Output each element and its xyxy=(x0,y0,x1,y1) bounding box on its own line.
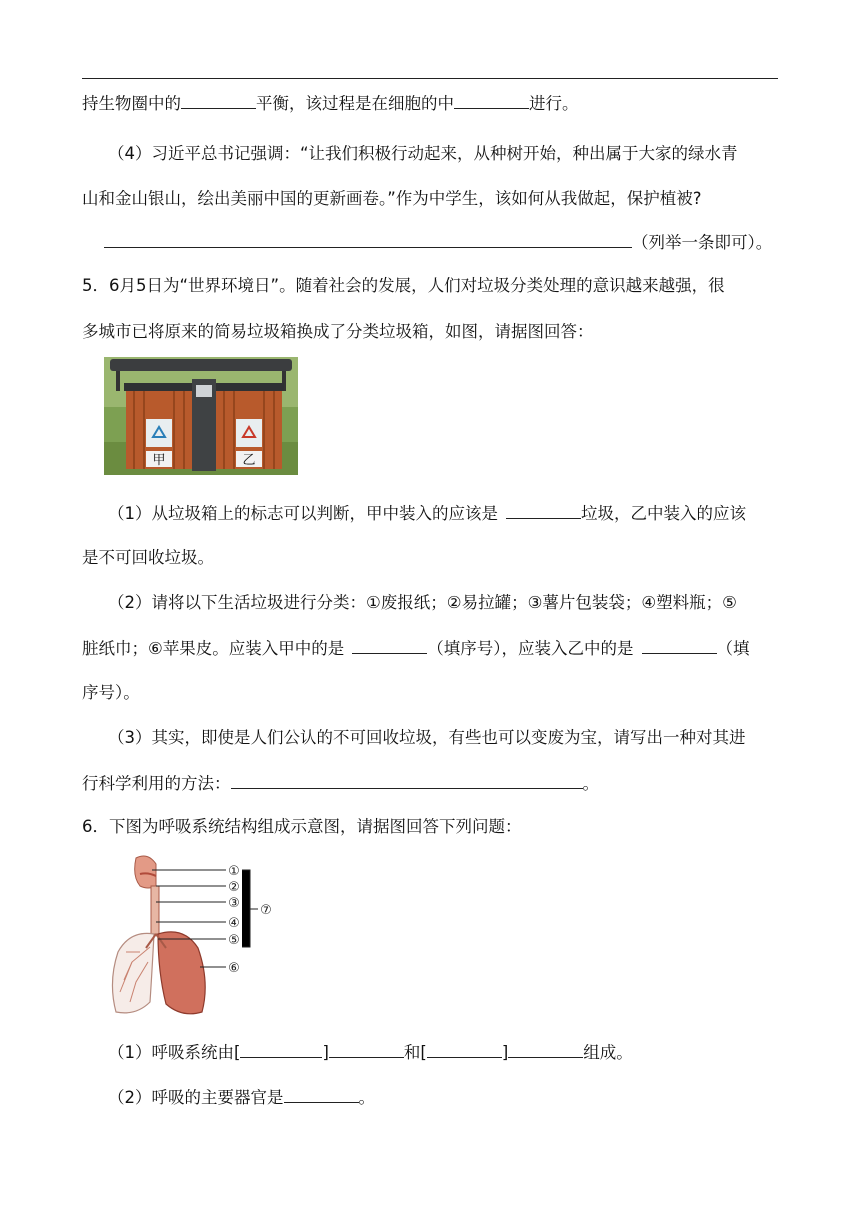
question-5-2: （2）请将以下生活垃圾进行分类：①废报纸；②易拉罐；③薯片包装袋；④塑料瓶；⑤ xyxy=(108,593,737,612)
text-line xyxy=(82,92,579,115)
text: （1）呼吸系统由[ xyxy=(108,1043,241,1062)
respiratory-system-figure xyxy=(100,852,290,1020)
text: （列举一条即可）。 xyxy=(632,233,773,252)
bin-label-jia: 甲 xyxy=(152,453,166,468)
answer-blank[interactable] xyxy=(642,637,717,654)
question-5-2-end: 序号）。 xyxy=(82,683,140,702)
lung-label-7: ⑦ xyxy=(260,903,272,918)
lung-label-2: ② xyxy=(228,880,240,895)
text: ] xyxy=(501,1043,509,1062)
question-6-1 xyxy=(108,1041,633,1064)
text: （2）呼吸的主要器官是 xyxy=(108,1088,284,1107)
answer-blank[interactable] xyxy=(284,1086,359,1103)
answer-blank[interactable] xyxy=(181,92,256,109)
text: （1）从垃圾箱上的标志可以判断，甲中装入的应该是 xyxy=(108,504,498,523)
text: ] xyxy=(322,1043,329,1062)
lung-label-5: ⑤ xyxy=(228,933,240,948)
question-5-1-cont: 是不可回收垃圾。 xyxy=(82,548,214,567)
question-4-text-cont: 山和金山银山，绘出美丽中国的更新画卷。”作为中学生，该如何从我做起，保护植被? xyxy=(82,189,702,208)
answer-blank[interactable] xyxy=(427,1041,502,1058)
text: 平衡，该过程是在细胞的中 xyxy=(256,94,454,113)
text: 和[ xyxy=(403,1043,427,1062)
text: 。 xyxy=(582,774,599,793)
text: 垃圾，乙中装入的应该 xyxy=(581,504,746,523)
sorting-bins-figure xyxy=(104,357,298,475)
text: （填序号），应装入乙中的是 xyxy=(427,639,634,658)
text: 持生物圈中的 xyxy=(82,94,181,113)
bin-label-yi: 乙 xyxy=(242,453,256,468)
lung-label-1: ① xyxy=(228,864,240,879)
answer-blank[interactable] xyxy=(506,502,581,519)
answer-blank[interactable] xyxy=(104,231,632,248)
question-6-2 xyxy=(108,1086,375,1109)
answer-blank[interactable] xyxy=(240,1041,322,1058)
question-4-text: （4）习近平总书记强调：“让我们积极行动起来，从种树开始，种出属于大家的绿水青 xyxy=(108,144,738,163)
answer-blank[interactable] xyxy=(231,772,583,789)
question-5-2-cont xyxy=(82,637,750,660)
question-4-answer-line xyxy=(82,231,772,254)
text: （填 xyxy=(716,639,750,658)
question-5-title-cont: 多城市已将原来的简易垃圾箱换成了分类垃圾箱，如图，请据图回答： xyxy=(82,322,594,341)
lung-label-3: ③ xyxy=(228,896,240,911)
header-rule xyxy=(82,78,778,79)
answer-blank[interactable] xyxy=(454,92,529,109)
text: 进行。 xyxy=(529,94,579,113)
answer-blank[interactable] xyxy=(329,1041,404,1058)
text: 组成。 xyxy=(583,1043,633,1062)
text: 行科学利用的方法： xyxy=(82,774,231,793)
question-5-3-cont xyxy=(82,772,599,795)
question-6-title: 6．下图为呼吸系统结构组成示意图，请据图回答下列问题： xyxy=(82,817,522,836)
question-5-1 xyxy=(108,502,746,525)
lung-label-6: ⑥ xyxy=(228,961,240,976)
question-5-3: （3）其实，即使是人们公认的不可回收垃圾，有些也可以变废为宝，请写出一种对其进 xyxy=(108,728,746,747)
answer-blank[interactable] xyxy=(508,1041,583,1058)
lung-label-4: ④ xyxy=(228,916,240,931)
text: 。 xyxy=(358,1088,375,1107)
answer-blank[interactable] xyxy=(352,637,427,654)
question-5-title: 5．6月5日为“世界环境日”。随着社会的发展，人们对垃圾分类处理的意识越来越强，很 xyxy=(82,276,725,295)
text: 脏纸巾；⑥苹果皮。应装入甲中的是 xyxy=(82,639,345,658)
